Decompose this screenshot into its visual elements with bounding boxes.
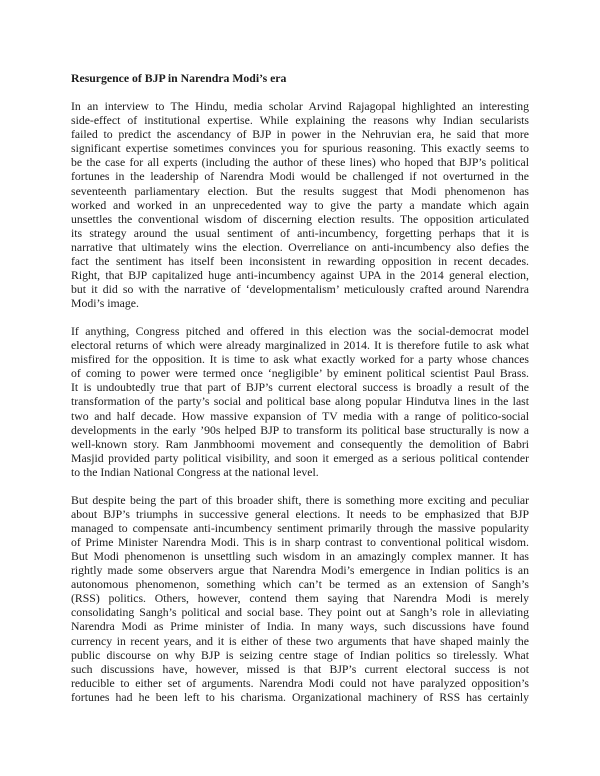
- text-line: fortunes in the leadership of Narendra Modi would be challenged if not overturned in the: [71, 170, 529, 184]
- text-line: Modi’s image.: [71, 297, 139, 310]
- text-line: managed to compensate anti-incumbency sentiment primarily through the massive popularity: [71, 522, 529, 535]
- text-line: well-known story. Ram Janmbhoomi movement and consequently the demolition of Babri: [71, 437, 529, 451]
- text-line: transformation of the party’s social and political base along popular Hindutva lines in the last: [71, 395, 529, 409]
- text-line: side-effect of institutional expertise. While explaining the reasons why Indian secularists: [71, 114, 529, 128]
- text-line: But Modi phenomenon is unsettling such wisdom in an amazingly complex manner. It has: [71, 550, 529, 564]
- text-line: two and half decade. How massive expansion of TV media with a range of politico-social: [71, 409, 529, 423]
- text-line: It is undoubtedly true that part of BJP’s current electoral success is broadly a result of the: [71, 381, 529, 395]
- text-line: If anything, Congress pitched and offered in this election was the social-democrat model: [71, 325, 529, 339]
- text-line: such discussions have, however, missed is that BJP’s current electoral success is not: [71, 662, 529, 676]
- text-line: electoral returns of which were already marginalized in 2014. It is therefore futile to ask what: [71, 339, 529, 353]
- text-line: rightly made some observers argue that Narendra Modi’s emergence in Indian politics is an: [71, 564, 529, 578]
- text-line: be the case for all experts (including the author of these lines) who hoped that BJP’s political: [71, 156, 529, 170]
- text-line: misfired for the opposition. It is time to ask what exactly worked for a party whose chances: [71, 353, 529, 367]
- text-line: of Prime Minister Narendra Modi. This is in sharp contrast to conventional political wisdom.: [71, 536, 529, 550]
- text-line: (RSS) politics. Others, however, contend them saying that Narendra Modi is merely: [71, 592, 529, 606]
- paragraph-1: [71, 100, 529, 311]
- document-body: [71, 72, 529, 719]
- text-line: but it did so with the narrative of ‘developmentalism’ meticulously crafted around Narendra: [71, 282, 529, 296]
- text-line: But despite being the part of this broader shift, there is something more exciting and peculiar: [71, 493, 529, 507]
- text-line: Masjid provided party political visibility, and soon it emerged as a serious political contender: [71, 451, 529, 465]
- text-line: Narendra Modi as Prime minister of India. In many ways, such discussions have found: [71, 620, 529, 634]
- text-line: consolidating Sangh’s political and social base. They point out at Sangh’s role in alleviating: [71, 606, 529, 620]
- text-line: fact the sentiment has itself been inconsistent in rewarding opposition in recent decades.: [71, 254, 529, 268]
- paragraph-3: [71, 494, 529, 705]
- text-line: Right, that BJP capitalized huge anti-incumbency against UPA in the 2014 general election,: [71, 268, 529, 282]
- text-line: developments in the early ’90s helped BJP to transform its political base structurally is now a: [71, 423, 529, 437]
- text-line: to the Indian National Congress at the national level.: [71, 465, 319, 479]
- text-line: In an interview to The Hindu, media scholar Arvind Rajagopal highlighted an interesting: [71, 100, 529, 114]
- text-line: autonomous phenomenon, something which can’t be termed as an extension of Sangh’s: [71, 578, 529, 592]
- paragraph-2: [71, 325, 529, 480]
- text-line: seventeenth parliamentary election. But the results suggest that Modi phenomenon has: [71, 184, 529, 198]
- text-line: public discourse on why BJP is seizing centre stage of Indian politics so tirelessly. What: [71, 648, 529, 662]
- text-line: its strategy around the usual sentiment of anti-incumbency, forgetting perhaps that it is: [71, 226, 529, 240]
- text-line: about BJP’s triumphs in successive general elections. It needs to be emphasized that BJP: [71, 507, 529, 521]
- text-line: failed to predict the ascendancy of BJP in power in the Nehruvian era, he said that more: [71, 128, 529, 142]
- text-line: currency in recent years, and it is either of these two arguments that have shaped mainly the: [71, 634, 529, 648]
- text-line: worked and worked in an unprecedented way to give the party a mandate which again: [71, 198, 529, 212]
- text-line: of coming to power were termed once ‘negligible’ by eminent political scientist Paul Brass.: [71, 367, 529, 381]
- text-line: significant expertise sometimes convinces you for spurious reasoning. This exactly seems to: [71, 142, 529, 156]
- text-line: reducible to either set of arguments. Narendra Modi could not have paralyzed opposition’s: [71, 676, 529, 690]
- text-line: fortunes had he been left to his charisma. Organizational machinery of RSS has certainly: [71, 690, 529, 704]
- article-title: Resurgence of BJP in Narendra Modi’s era: [71, 72, 287, 85]
- text-line: narrative that ultimately wins the election. Overreliance on anti-incumbency also defies the: [71, 240, 529, 254]
- text-line: unsettles the conventional wisdom of discerning election results. The opposition articulated: [71, 212, 529, 226]
